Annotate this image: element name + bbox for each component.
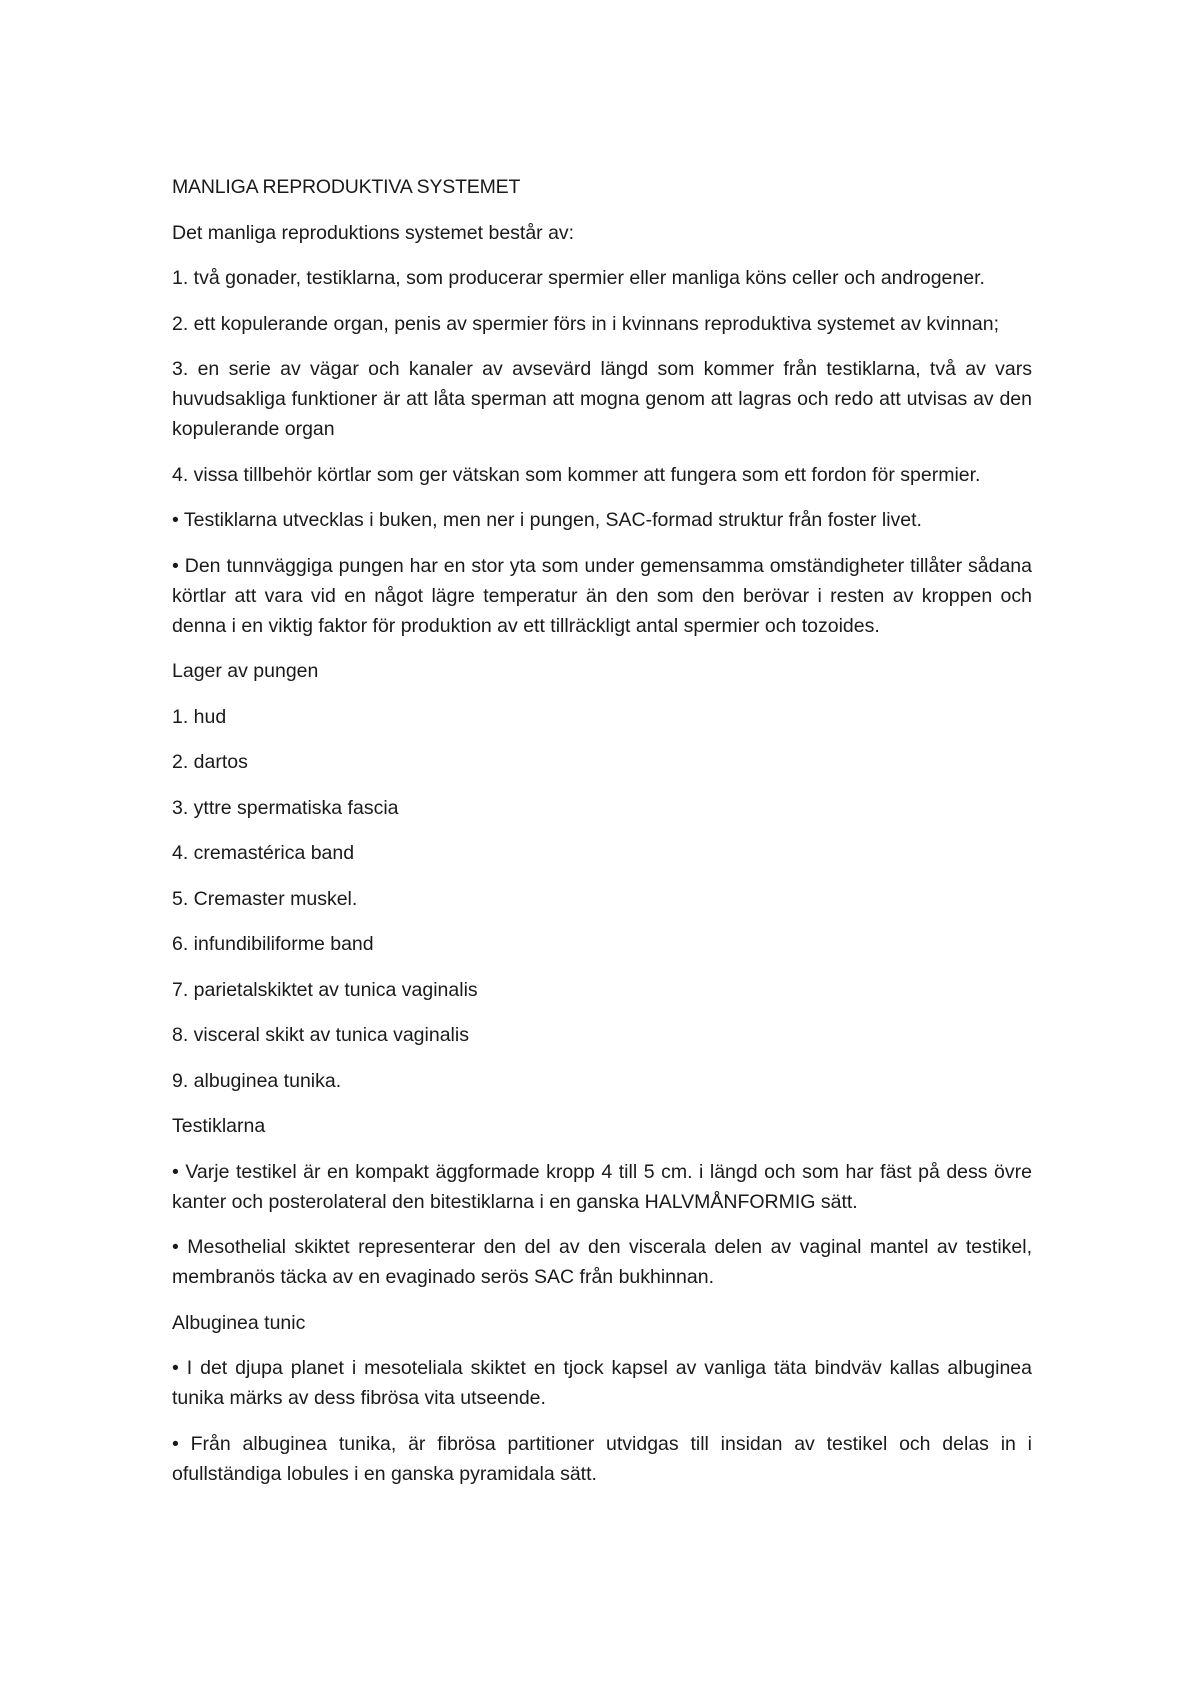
section-heading-testiklarna: Testiklarna — [172, 1115, 266, 1137]
document-title: MANLIGA REPRODUKTIVA SYSTEMET — [172, 176, 521, 198]
layer-item: 9. albuginea tunika. — [172, 1069, 342, 1092]
section-heading-albuginea: Albuginea tunic — [172, 1311, 306, 1334]
layer-item: 1. hud — [172, 705, 227, 728]
bullet-paragraph: • Den tunnväggiga pungen har en stor yta som under gemensamma omständigheter tillåter sådana körtlar att vara vid en något lägre temperatur än den som den berövar i resten av kroppen och denna i en viktig faktor för produktion av ett tillräckligt antal spermier och tozoides. — [172, 554, 1032, 637]
numbered-item: 2. ett kopulerande organ, penis av spermier förs in i kvinnans reproduktiva systemet av kvinnan; — [172, 312, 1000, 335]
layer-item: 4. cremastérica band — [172, 842, 355, 864]
layer-item: 6. infundibiliforme band — [172, 933, 374, 955]
bullet-paragraph: • I det djupa planet i mesoteliala skiktet en tjock kapsel av vanliga täta bindväv kallas albuginea tunika märks av dess fibrösa vita utseende. — [172, 1357, 1032, 1409]
numbered-item: 1. två gonader, testiklarna, som producerar spermier eller manliga köns celler och androgener. — [172, 267, 985, 289]
bullet-paragraph: • Varje testikel är en kompakt äggformade kropp 4 till 5 cm. i längd och som har fäst på dess övre kanter och posterolateral den bitestiklarna i en ganska HALVMÅNFORMIG sätt. — [172, 1160, 1032, 1213]
layer-item: 7. parietalskiktet av tunica vaginalis — [172, 978, 478, 1001]
layer-item: 2. dartos — [172, 751, 248, 773]
layer-item: 5. Cremaster muskel. — [172, 887, 358, 910]
layer-item: 8. visceral skikt av tunica vaginalis — [172, 1024, 469, 1046]
numbered-item: 3. en serie av vägar och kanaler av avsevärd längd som kommer från testiklarna, två av vars huvudsakliga funktioner är att låta sperman att mogna genom att lagras och redo att utvisas av den kopulerande organ — [172, 358, 1032, 440]
layer-item: 3. yttre spermatiska fascia — [172, 796, 399, 819]
bullet-paragraph: • Mesothelial skiktet representerar den del av den viscerala delen av vaginal mantel av testikel, membranös täcka av en evaginado serös SAC från bukhinnan. — [172, 1236, 1032, 1288]
section-heading-layers: Lager av pungen — [172, 660, 319, 682]
bullet-paragraph: • Testiklarna utvecklas i buken, men ner i pungen, SAC-formad struktur från foster livet. — [172, 509, 922, 531]
bullet-paragraph: • Från albuginea tunika, är fibrösa partitioner utvidgas till insidan av testikel och delas in i ofullständiga lobules i en ganska pyramidala sätt. — [172, 1432, 1032, 1485]
intro-paragraph: Det manliga reproduktions systemet består av: — [172, 221, 575, 244]
numbered-item: 4. vissa tillbehör körtlar som ger vätskan som kommer att fungera som ett fordon för spermier. — [172, 463, 981, 486]
